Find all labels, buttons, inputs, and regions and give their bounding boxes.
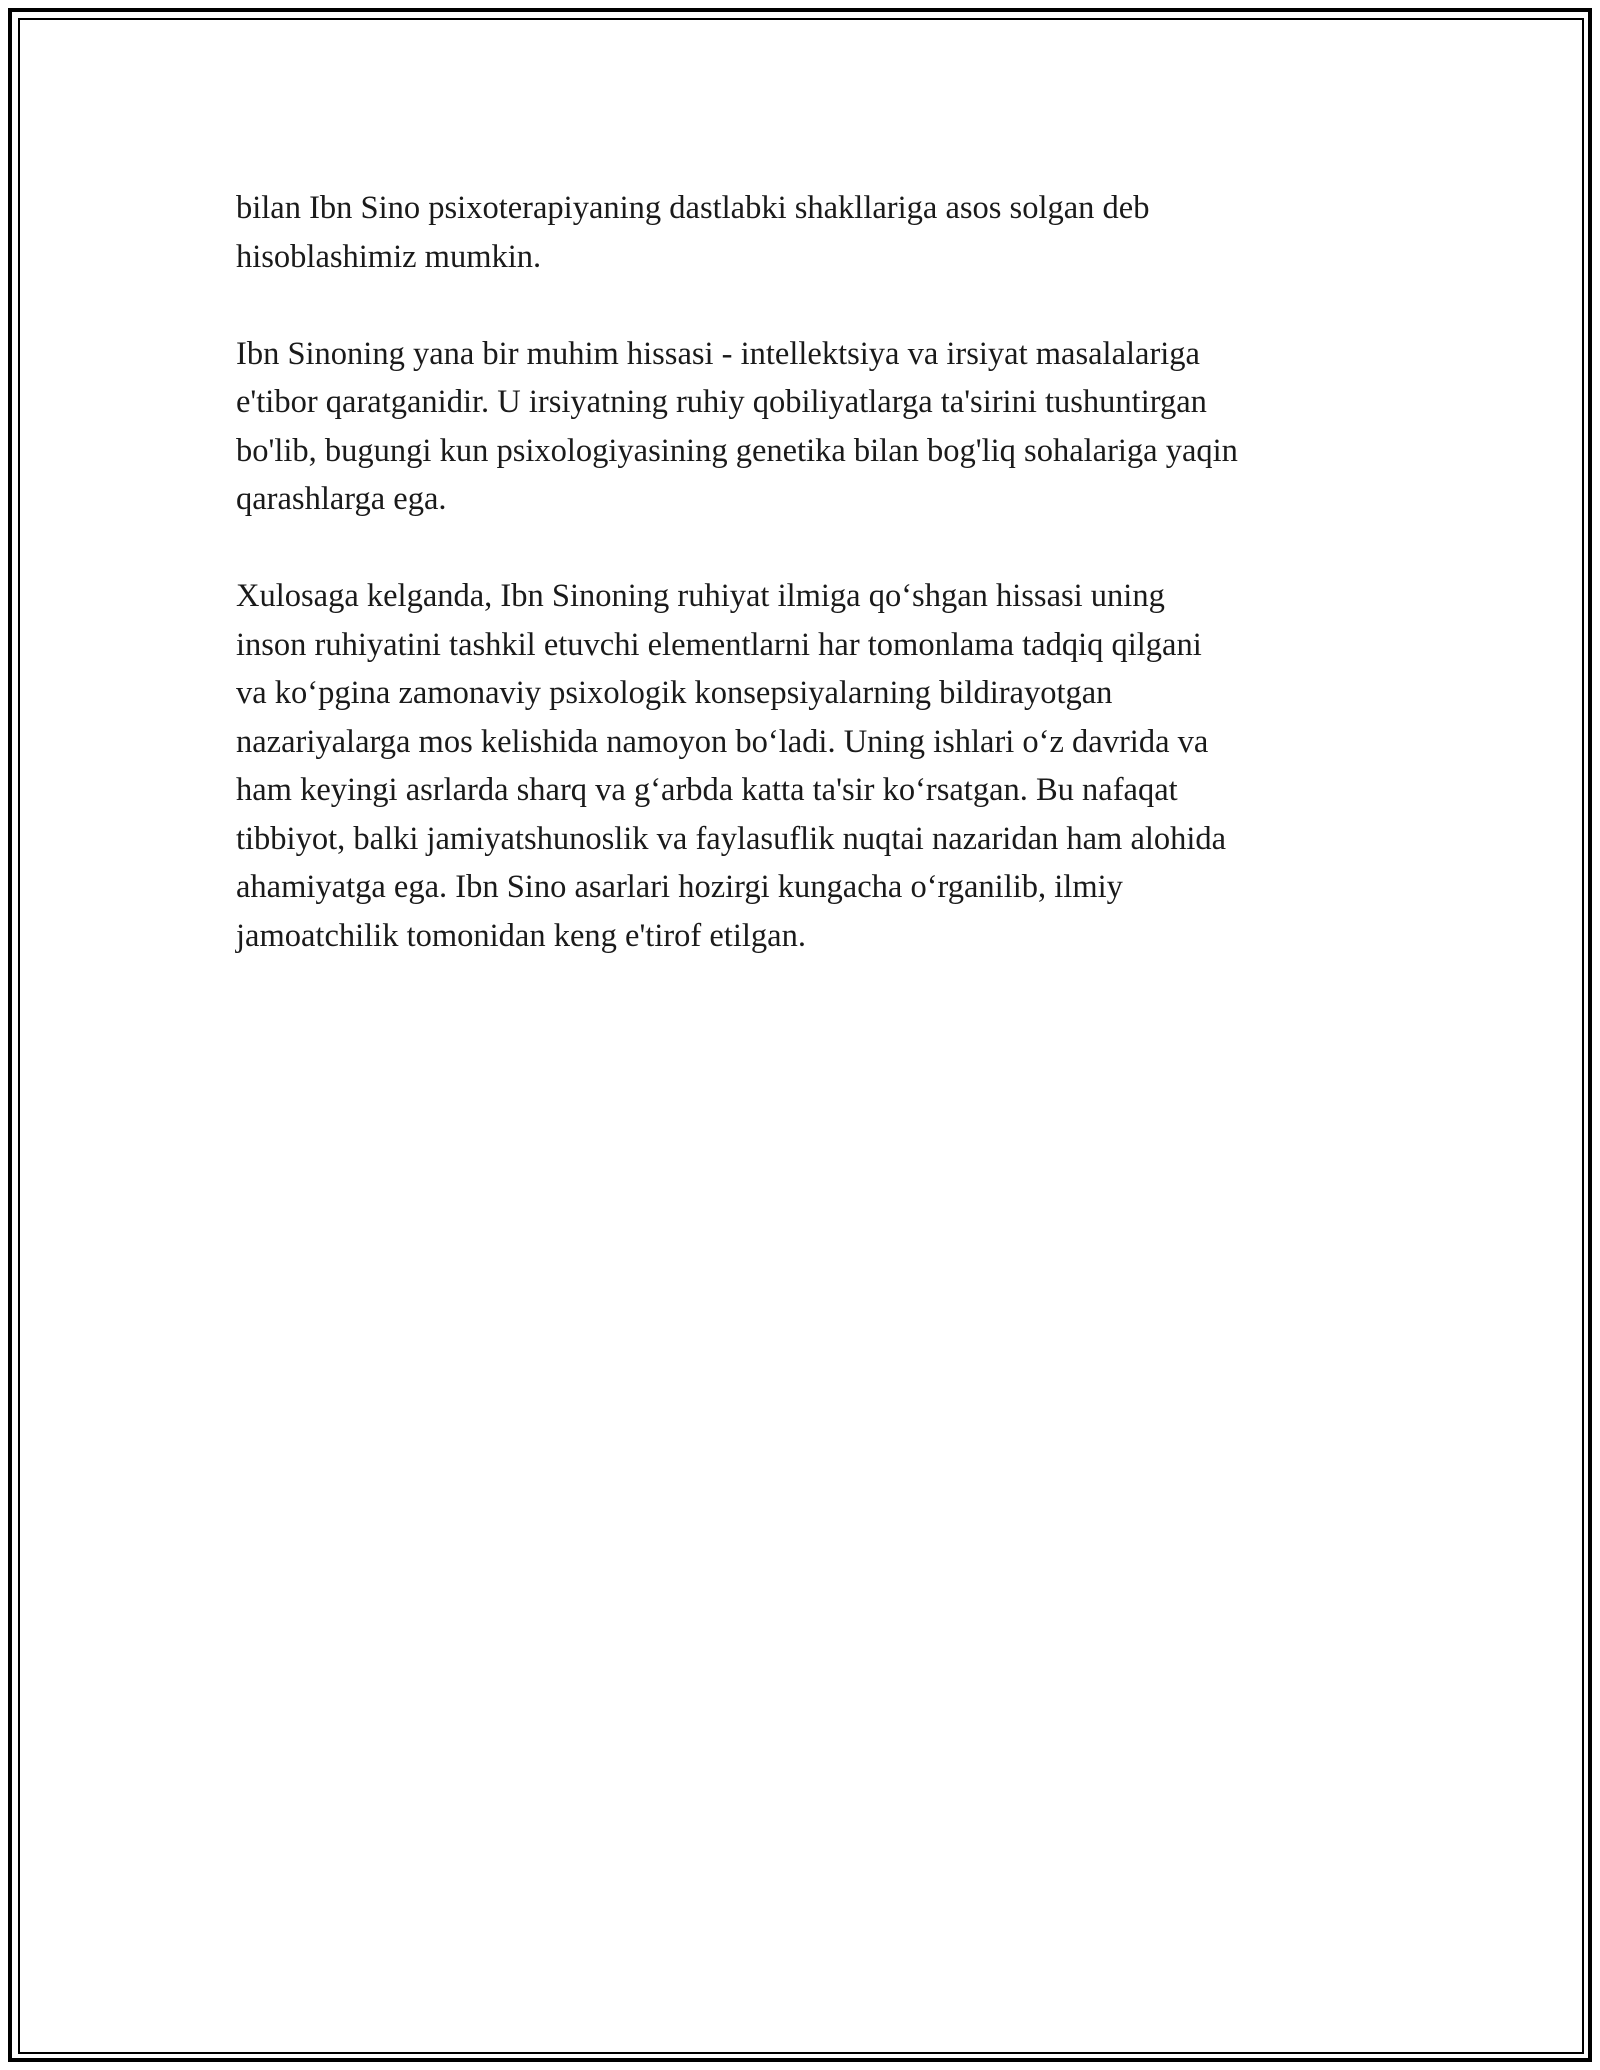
text-line: hisoblashimiz mumkin. — [236, 238, 542, 275]
text-line: inson ruhiyatini tashkil etuvchi elementlarni har tomonlama tadqiq qilgani — [236, 626, 1202, 663]
text-line: ham keyingi asrlarda sharq va g‘arbda katta ta'sir ko‘rsatgan. Bu nafaqat — [236, 772, 1178, 808]
text-line: qarashlarga ega. — [236, 481, 447, 517]
text-line: bilan Ibn Sino psixoterapiyaning dastlabki shakllariga asos solgan deb — [236, 190, 1150, 226]
text-line: jamoatchilik tomonidan keng e'tirof etilgan. — [236, 917, 806, 954]
text-line: va ko‘pgina zamonaviy psixologik konsepsiyalarning bildirayotgan — [236, 675, 1113, 711]
paragraph-3 — [236, 572, 1376, 960]
text-line: Xulosaga kelganda, Ibn Sinoning ruhiyat ilmiga qo‘shgan hissasi uning — [236, 578, 1165, 614]
text-line: nazariyalarga mos kelishida namoyon bo‘ladi. Uning ishlari o‘z davrida va — [236, 723, 1209, 760]
document-body — [236, 184, 1376, 1009]
text-line: Ibn Sinoning yana bir muhim hissasi - intellektsiya va irsiyat masalalariga — [236, 335, 1200, 372]
text-line: e'tibor qaratganidir. U irsiyatning ruhiy qobiliyatlarga ta'sirini tushuntirgan — [236, 384, 1207, 420]
text-line: bo'lib, bugungi kun psixologiyasining genetika bilan bog'liq sohalariga yaqin — [236, 432, 1238, 469]
paragraph-2 — [236, 330, 1376, 524]
paragraph-1 — [236, 184, 1376, 281]
text-line: tibbiyot, balki jamiyatshunoslik va faylasuflik nuqtai nazaridan ham alohida — [236, 820, 1227, 857]
text-line: ahamiyatga ega. Ibn Sino asarlari hozirgi kungacha o‘rganilib, ilmiy — [236, 869, 1123, 905]
